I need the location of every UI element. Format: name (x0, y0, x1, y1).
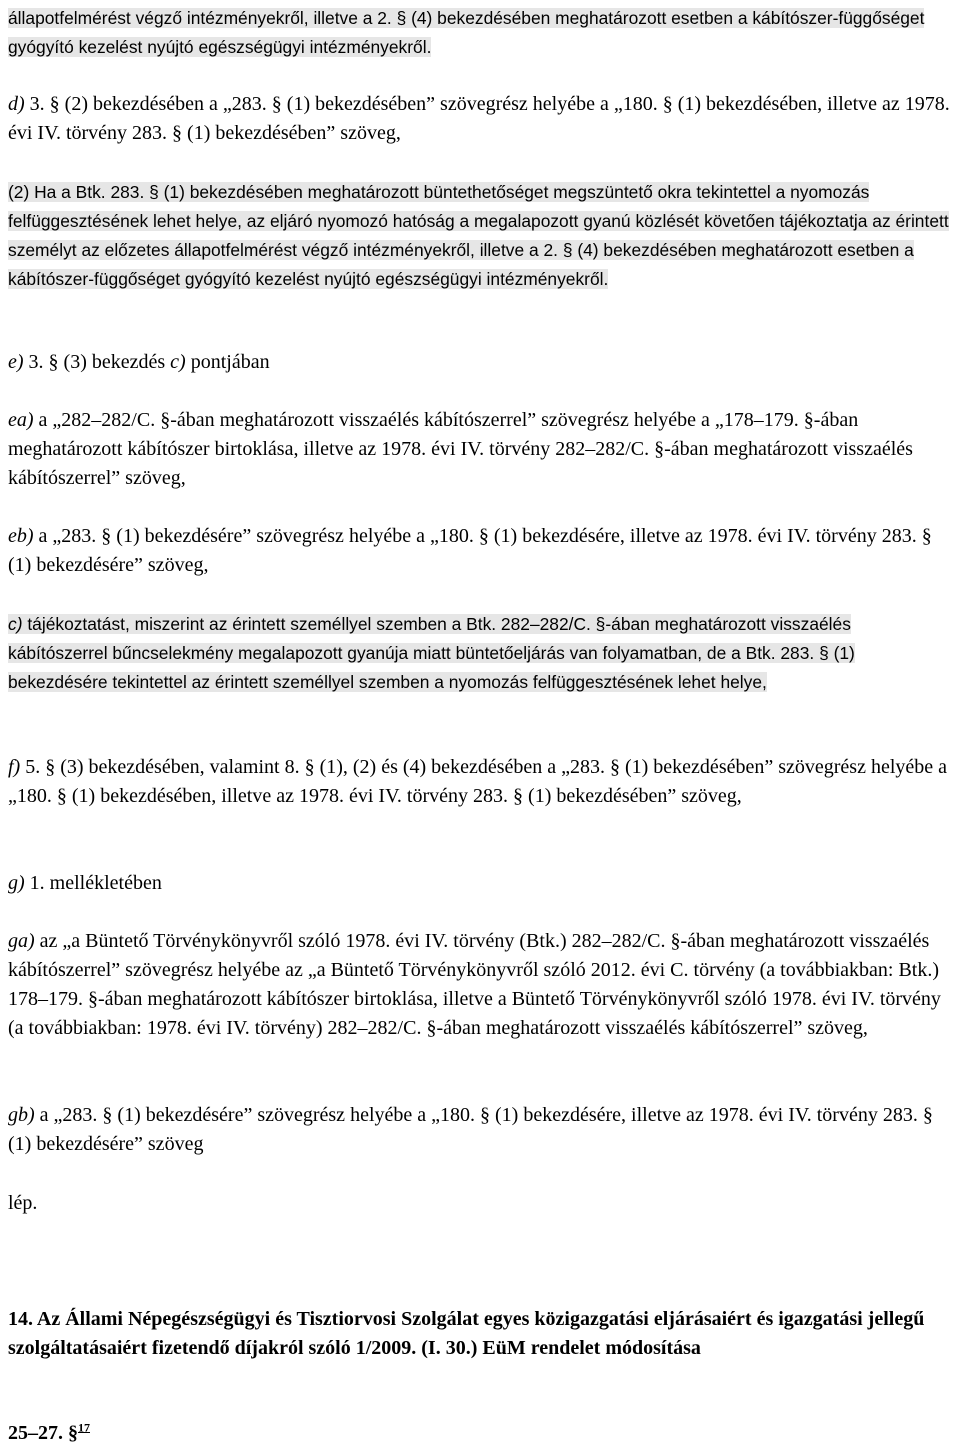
item-text: 3. § (3) bekezdés (23, 351, 171, 373)
paragraph-ga (8, 927, 954, 1043)
item-marker: eb) (8, 525, 34, 547)
item-marker: g) (8, 872, 25, 894)
paragraph-lep: lép. (8, 1192, 38, 1214)
item-text: 1. mellékletében (24, 872, 162, 894)
section-ref-text: 25–27. § (8, 1422, 78, 1444)
item-marker: ga) (8, 930, 35, 952)
item-marker: gb) (8, 1104, 35, 1126)
section-heading: 14. Az Állami Népegészségügyi és Tisztiorvosi Szolgálat egyes közigazgatási eljárásaiért és igazgatási jellegű szolgáltatásaiért fizetendő díjakról szóló 1/2009. (I. 30.) EüM rendelet módosítása (8, 1308, 925, 1359)
paragraph-g (8, 869, 954, 898)
paragraph-e (8, 348, 954, 377)
highlighted-text (8, 614, 855, 692)
highlighted-text: (2) Ha a Btk. 283. § (1) bekezdésében meghatározott büntethetőséget megszüntető okra tekintettel a nyomozás felfüggesztésének lehet helye, az eljáró nyomozó hatóság a megalapozott gyanú közlését követően tájékoztatja az érintett személyt az előzetes állapotfelmérést végző intézményekről, illetve a 2. § (4) bekezdésében meghatározott esetben a kábítószer-függőséget gyógyító kezelést nyújtó egészségügyi intézményekről. (8, 182, 949, 289)
item-text: az „a Büntető Törvénykönyvről szóló 1978. évi IV. törvény (Btk.) 282–282/C. §-ában meghatározott visszaélés kábítószerrel” szövegrész helyébe az „a Büntető Törvénykönyvről szóló 2012. évi C. törvény (a továbbiakban: Btk.) 178–179. §-ában meghatározott kábítószer birtoklása, illetve a Büntető Törvénykönyvről szóló 1978. évi IV. törvény (a továbbiakban: 1978. évi IV. törvény) 282–282/C. §-ában meghatározott visszaélés kábítószerrel” szöveg, (8, 930, 941, 1039)
item-text: a „283. § (1) bekezdésére” szövegrész helyébe a „180. § (1) bekezdésére, illetve az 1978. évi IV. törvény 283. § (1) bekezdésére” szöveg, (8, 525, 932, 576)
paragraph-gb (8, 1101, 954, 1159)
paragraph-c (8, 610, 954, 697)
item-text: tájékoztatást, miszerint az érintett személlyel szemben a Btk. 282–282/C. §-ában meghatározott visszaélés kábítószerrel bűncselekmény megalapozott gyanúja miatt büntetőeljárás van folyamatban, de a Btk. 283. § (1) bekezdésére tekintettel az érintett személlyel szemben a nyomozás felfüggesztésének lehet helye, (8, 614, 855, 692)
item-marker: e) (8, 351, 24, 373)
paragraph-p1 (8, 4, 954, 62)
item-marker: d) (8, 93, 25, 115)
paragraph-f (8, 753, 954, 811)
item-marker: f) (8, 756, 21, 778)
paragraph-ea (8, 406, 954, 493)
item-text: a „283. § (1) bekezdésére” szövegrész helyébe a „180. § (1) bekezdésére, illetve az 1978. évi IV. törvény 283. § (1) bekezdésére” szöveg (8, 1104, 933, 1155)
paragraph-p3 (8, 178, 954, 294)
section-reference (8, 1419, 954, 1448)
highlighted-text: állapotfelmérést végző intézményekről, illetve a 2. § (4) bekezdésében meghatározott esetben a kábítószer-függőséget gyógyító kezelést nyújtó egészségügyi intézményekről. (8, 8, 925, 57)
footnote-link[interactable]: 17 (78, 1420, 90, 1435)
item-text-end: pontjában (185, 351, 270, 373)
item-marker: c) (8, 614, 23, 634)
item-text: a „282–282/C. §-ában meghatározott visszaélés kábítószerrel” szövegrész helyébe a „178–179. §-ában meghatározott kábítószer birtoklása, illetve az 1978. évi IV. törvény 282–282/C. §-ában meghatározott visszaélés kábítószerrel” szöveg, (8, 409, 913, 489)
paragraph-eb (8, 522, 954, 580)
item-marker-inline: c) (170, 351, 186, 373)
item-text: 5. § (3) bekezdésében, valamint 8. § (1), (2) és (4) bekezdésében a „283. § (1) bekezdésében” szövegrész helyébe a „180. § (1) bekezdésében, illetve az 1978. évi IV. törvény 283. § (1) bekezdésében” szöveg, (8, 756, 948, 807)
item-marker: ea) (8, 409, 34, 431)
item-text: 3. § (2) bekezdésében a „283. § (1) bekezdésében” szövegrész helyébe a „180. § (1) bekezdésében, illetve az 1978. évi IV. törvény 283. § (1) bekezdésében” szöveg, (8, 93, 950, 144)
paragraph-d (8, 90, 954, 148)
